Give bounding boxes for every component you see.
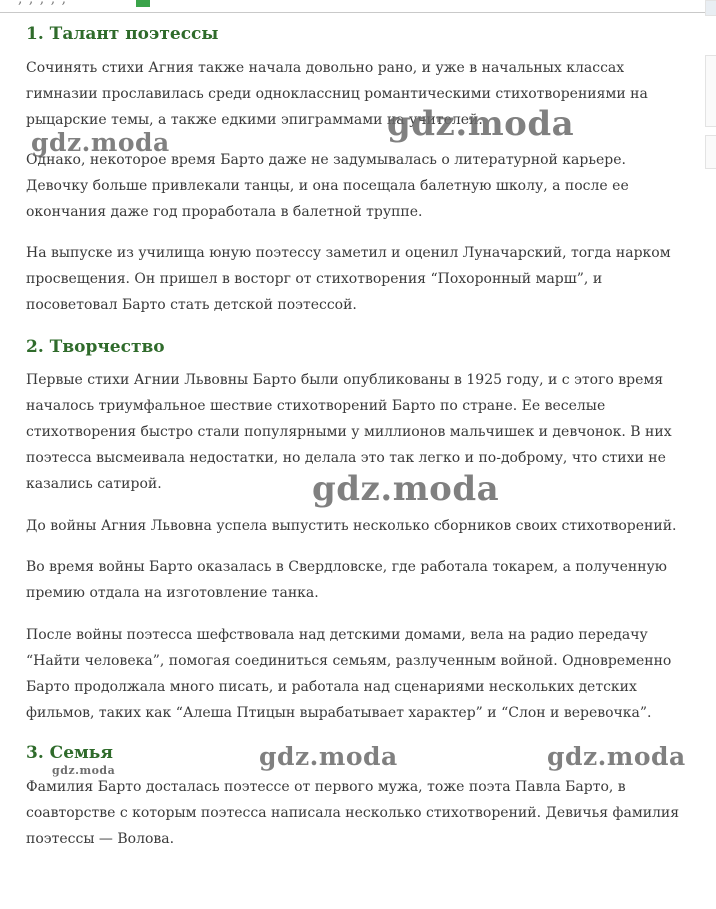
paragraph: Фамилия Барто досталась поэтессе от первого мужа, тоже поэта Павла Барто, в соавторстве с которым поэтесса написала несколько стихотворений. Девичья фамилия поэтессы — Волова. <box>26 779 680 847</box>
top-strip-cut-off <box>0 0 716 13</box>
watermark: gdz.moda <box>312 469 500 509</box>
side-panel-edge <box>705 0 716 16</box>
paragraph: Сочинять стихи Агния также начала довольно рано, и уже в начальных классах гимназии прославилась среди одноклассниц романтическими стихотворениями на рыцарские темы, а также едкими эпиграммами на учителей. <box>26 60 648 128</box>
watermark: gdz.moda <box>259 742 398 771</box>
watermark: gdz.moda <box>387 104 575 144</box>
paragraph: Во время войны Барто оказалась в Свердловске, где работала токарем, а полученную премию отдала на изготовление танка. <box>26 559 667 601</box>
green-marker <box>136 0 150 7</box>
paragraph: После войны поэтесса шефствовала над детскими домами, вела на радио передачу “Найти человека”, помогая соединиться семьям, разлученным войной. Одновременно Барто продолжала много писать, и работала над сценариями нескольких детских фильмов, таких как “Алеша Птицын вырабатывает характер” и “Слон и веревочка”. <box>26 627 672 721</box>
side-panel-edge <box>705 55 716 127</box>
watermark: gdz.moda <box>52 764 116 777</box>
cut-off-text <box>18 0 67 7</box>
watermark: gdz.moda <box>547 742 686 771</box>
side-panel-edge <box>705 135 716 169</box>
paragraph: Однако, некоторое время Барто даже не задумывалась о литературной карьере. Девочку больше привлекали танцы, и она посещала балетную школу, а после ее окончания даже год проработала в балетной труппе. <box>26 152 629 220</box>
paragraph: До войны Агния Львовна успела выпустить несколько сборников своих стихотворений. <box>26 518 677 534</box>
paragraph: На выпуске из училища юную поэтессу заметил и оценил Луначарский, тогда нарком просвещения. Он пришел в восторг от стихотворения “Похоронный марш”, и посоветовал Барто стать детской поэтессой. <box>26 245 671 313</box>
section-heading-talent: 1. Талант поэтессы <box>26 24 219 44</box>
paragraph: Первые стихи Агнии Львовны Барто были опубликованы в 1925 году, и с этого время началось триумфальное шествие стихотворений Барто по стране. Ее веселые стихотворения быстро стали популярными у миллионов мальчишек и девчонок. В них поэтесса высмеивала недостатки, но делала это так легко и по-доброму, что стихи не казались сатирой. <box>26 372 672 492</box>
section-heading-family: 3. Семья <box>26 743 113 763</box>
section-heading-creativity: 2. Творчество <box>26 337 165 357</box>
watermark: gdz.moda <box>31 128 170 157</box>
